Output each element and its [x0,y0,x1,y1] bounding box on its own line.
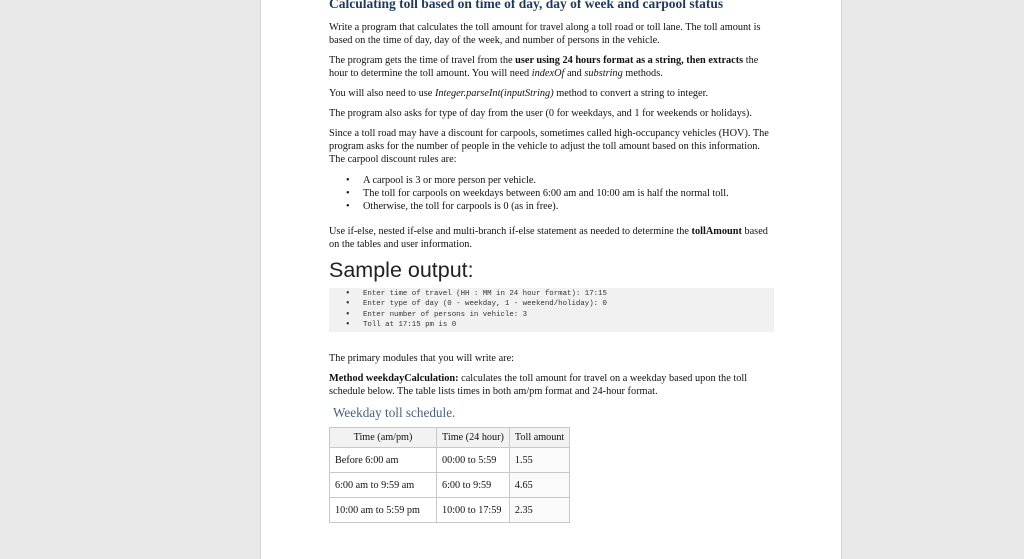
document-content [329,0,774,523]
table-cell: 1.55 [509,448,569,473]
table-row [330,498,570,523]
day-type-paragraph: The program also asks for type of day from the user (0 for weekdays, and 1 for weekends or holidays). [329,108,752,119]
code-line: • Enter time of travel (HH : MM in 24 hour format): 17:15 [363,289,774,299]
sample-output-code-block [329,288,774,332]
table-cell: 4.65 [509,473,569,498]
table-cell: Before 6:00 am [330,448,437,473]
code-line: • Enter type of day (0 - weekday, 1 - weekend/holiday): 0 [363,299,774,309]
table-cell: 00:00 to 5:59 [437,448,510,473]
table-cell: 6:00 to 9:59 [437,473,510,498]
weekday-method-paragraph: Method weekdayCalculation: calculates the toll amount for travel on a weekday based upon the toll schedule below. The table lists times in both am/pm format and 24-hour format. [329,373,748,398]
weekday-toll-table [329,427,570,523]
parseint-paragraph: You will also need to use Integer.parseInt(inputString) method to convert a string to integer. [329,88,709,99]
column-header: Time (am/pm) [330,428,437,448]
table-cell: 2.35 [509,498,569,523]
table-header-row [330,428,570,448]
intro-paragraph: Write a program that calculates the toll amount for travel along a toll road or toll lane. The toll amount is based on the time of day, day of the week, and number of persons in the vehicle. [329,22,761,46]
table-cell: 10:00 to 17:59 [437,498,510,523]
document-title: Calculating toll based on time of day, day of week and carpool status [329,0,724,11]
time-input-paragraph: The program gets the time of travel from the user using 24 hours format as a string, then extracts the hour to determine the toll amount. You will need indexOf and substring methods. [329,55,759,79]
carpool-paragraph: Since a toll road may have a discount for carpools, sometimes called high-occupancy vehicles (HOV). The program asks for the number of people in the vehicle to adjust the toll amount based on this information. The carpool discount rules are: [329,128,769,165]
table-row [330,473,570,498]
column-header: Time (24 hour) [437,428,510,448]
if-else-paragraph: Use if-else, nested if-else and multi-branch if-else statement as needed to determine the tollAmount based on the tables and user information. [329,226,768,250]
table-cell: 10:00 am to 5:59 pm [330,498,437,523]
list-item: • The toll for carpools on weekdays between 6:00 am and 10:00 am is half the normal toll. [363,187,774,200]
list-item: • A carpool is 3 or more person per vehicle. [363,174,774,187]
list-item: • Otherwise, the toll for carpools is 0 (as in free). [363,200,774,213]
column-header: Toll amount [509,428,569,448]
document-page [260,0,842,559]
modules-paragraph: The primary modules that you will write are: [329,353,515,365]
sample-output-heading: Sample output: [329,258,474,282]
schedule-heading: Weekday toll schedule. [333,405,456,421]
carpool-rules-list [329,174,774,213]
code-line: • Toll at 17:15 pm is 0 [363,320,774,330]
table-row [330,448,570,473]
table-cell: 6:00 am to 9:59 am [330,473,437,498]
code-line: • Enter number of persons in vehicle: 3 [363,310,774,320]
